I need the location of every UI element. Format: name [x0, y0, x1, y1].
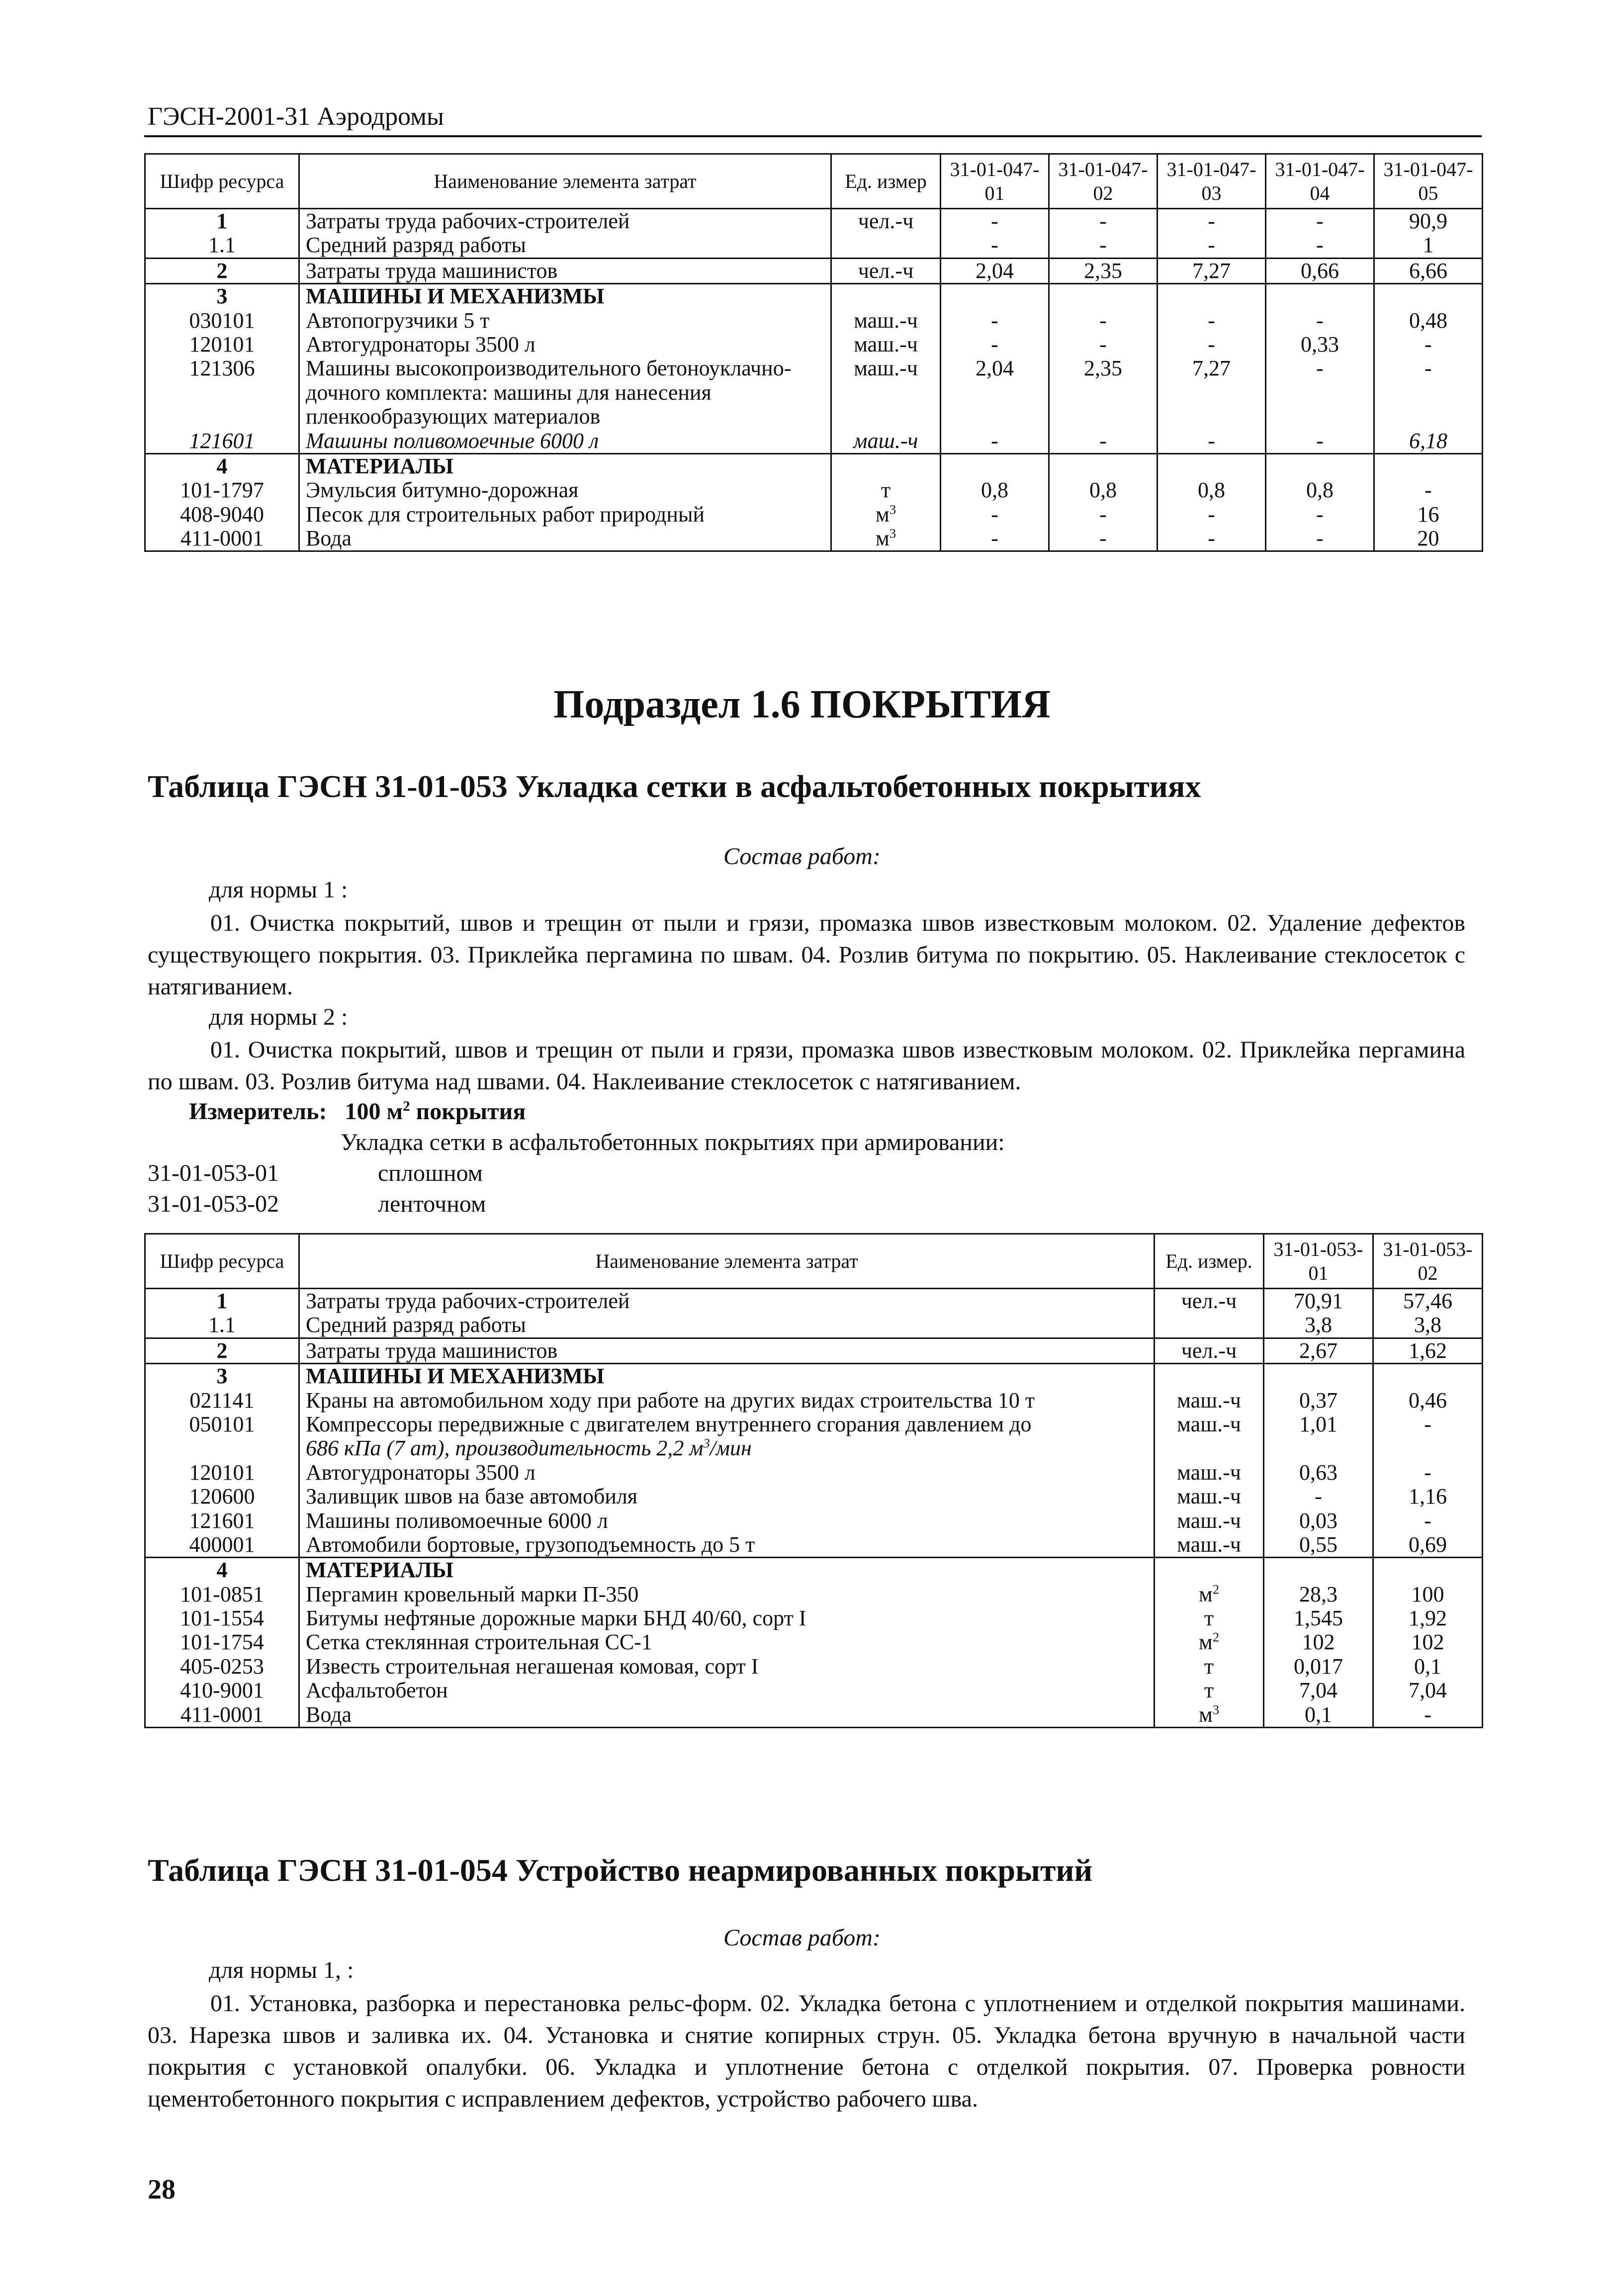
row-unit: маш.-ч — [831, 333, 941, 356]
row-code: 400001 — [145, 1533, 299, 1558]
row-unit: маш.-ч — [1155, 1533, 1264, 1558]
row-unit: чел.-ч — [1155, 1289, 1264, 1314]
row-value-3 — [1158, 453, 1266, 478]
row-name: Машины высокопроизводительного бетоноуклачно-дочного комплекта: машины для нанесения пленкообразующих материалов — [299, 356, 831, 429]
row-code: 121601 — [145, 1509, 299, 1533]
row-value-2: 57,46 — [1373, 1289, 1483, 1314]
row-unit: т — [1155, 1678, 1264, 1702]
row-code: 101-1754 — [145, 1630, 299, 1654]
row-value-2: 0,69 — [1373, 1533, 1483, 1558]
table-row — [145, 1338, 1483, 1363]
row-name: Краны на автомобильном ходу при работе на других видах строительства 10 т — [299, 1389, 1155, 1413]
row-value-4 — [1266, 453, 1374, 478]
row-unit: маш.-ч — [1155, 1413, 1264, 1461]
row-unit — [831, 453, 941, 478]
row-code: 050101 — [145, 1413, 299, 1461]
table-row — [145, 1413, 1483, 1461]
row-name: Средний разряд работы — [299, 233, 831, 258]
row-value-2 — [1049, 453, 1158, 478]
row-value-2: - — [1049, 209, 1158, 234]
table-row — [145, 1364, 1483, 1389]
row-value-2 — [1373, 1558, 1483, 1583]
table-row — [145, 1461, 1483, 1485]
row-value-1: 2,67 — [1264, 1338, 1373, 1363]
row-unit: $м^2$ — [1155, 1583, 1264, 1606]
row-name: Вода — [299, 1703, 1155, 1728]
row-value-1: - — [941, 429, 1049, 454]
row-name: Известь строительная негашеная комовая, сорт I — [299, 1655, 1155, 1678]
row-value-3 — [1158, 284, 1266, 309]
col-header-047-03: 31-01-047-03 — [1158, 154, 1266, 209]
row-value-2: - — [1049, 503, 1158, 527]
row-code: 021141 — [145, 1389, 299, 1413]
row-name: МАТЕРИАЛЫ — [299, 1558, 1155, 1583]
variant-code-2: 31-01-053-02 — [148, 1191, 279, 1217]
table-row — [145, 1289, 1483, 1314]
table-row — [145, 1558, 1483, 1583]
table-row — [145, 1313, 1483, 1338]
row-value-3: - — [1158, 527, 1266, 551]
row-value-2: - — [1049, 429, 1158, 454]
row-value-4: - — [1266, 209, 1374, 234]
row-value-1: 70,91 — [1264, 1289, 1373, 1314]
work-composition-label-054: Состав работ: — [723, 1925, 881, 1951]
col-header-047-04: 31-01-047-04 — [1266, 154, 1374, 209]
row-code: 101-1797 — [145, 478, 299, 502]
table-row — [145, 503, 1483, 527]
row-value-4: - — [1266, 356, 1374, 429]
row-unit — [1155, 1364, 1264, 1389]
row-unit: т — [831, 478, 941, 502]
row-value-2: 1,62 — [1373, 1338, 1483, 1363]
row-value-1: - — [941, 309, 1049, 333]
row-value-4: 0,66 — [1266, 258, 1374, 283]
row-value-3: 7,27 — [1158, 258, 1266, 283]
row-name: Пергамин кровельный марки П-350 — [299, 1583, 1155, 1606]
row-value-2: 0,1 — [1373, 1655, 1483, 1678]
row-unit: маш.-ч — [831, 309, 941, 333]
col-header-code: Шифр ресурса — [145, 1234, 299, 1289]
row-value-5: - — [1374, 333, 1483, 356]
row-value-3: - — [1158, 503, 1266, 527]
row-value-5: 1 — [1374, 233, 1483, 258]
row-value-4: 0,33 — [1266, 333, 1374, 356]
meter-caption: Укладка сетки в асфальтобетонных покрытиях при армировании: — [341, 1129, 1005, 1155]
row-code: 101-0851 — [145, 1583, 299, 1606]
row-name: Автогудронаторы 3500 л — [299, 1461, 1155, 1485]
row-value-5: 6,66 — [1374, 258, 1483, 283]
subsection-title: Подраздел 1.6 ПОКРЫТИЯ — [553, 683, 1051, 726]
row-value-1: - — [941, 527, 1049, 551]
running-header: ГЭСН-2001-31 Аэродромы — [148, 102, 444, 131]
row-value-2: 1,92 — [1373, 1606, 1483, 1630]
row-name: Песок для строительных работ природный — [299, 503, 831, 527]
row-value-1: 0,63 — [1264, 1461, 1373, 1485]
table-row — [145, 284, 1483, 309]
row-code: 121601 — [145, 429, 299, 454]
row-unit — [1155, 1313, 1264, 1338]
row-code: 120101 — [145, 333, 299, 356]
row-code: 1.1 — [145, 1313, 299, 1338]
row-value-1: - — [941, 333, 1049, 356]
row-value-1: 7,04 — [1264, 1678, 1373, 1702]
row-unit: $м^3$ — [831, 503, 941, 527]
row-value-5: 20 — [1374, 527, 1483, 551]
table-row — [145, 453, 1483, 478]
row-name: Вода — [299, 527, 831, 551]
variant-code-1: 31-01-053-01 — [148, 1160, 279, 1186]
table-row — [145, 258, 1483, 283]
row-value-4 — [1266, 284, 1374, 309]
row-value-1: 0,017 — [1264, 1655, 1373, 1678]
row-code: 120101 — [145, 1461, 299, 1485]
row-name: Сетка стеклянная строительная СС-1 — [299, 1630, 1155, 1654]
norm2-text: 01. Очистка покрытий, швов и трещин от пыли и грязи, промазка швов известковым молоком. 02. Приклейка пергамина по швам. 03. Розлив битума над швами. 04. Наклеивание стеклосеток с натягиванием. — [148, 1037, 1465, 1095]
row-value-2: - — [1373, 1703, 1483, 1728]
col-header-code: Шифр ресурса — [145, 154, 299, 209]
row-name: МАШИНЫ И МЕХАНИЗМЫ — [299, 284, 831, 309]
row-code: 121306 — [145, 356, 299, 429]
norm2-label: для нормы 2 : — [209, 1004, 348, 1030]
row-value-1: 0,37 — [1264, 1389, 1373, 1413]
table-row — [145, 309, 1483, 333]
row-unit — [831, 233, 941, 258]
row-value-1 — [1264, 1558, 1373, 1583]
row-value-5 — [1374, 453, 1483, 478]
table-054-title: Таблица ГЭСН 31-01-054 Устройство неармированных покрытий — [148, 1853, 1093, 1888]
row-value-1 — [941, 453, 1049, 478]
table-row — [145, 1583, 1483, 1606]
row-value-1: 2,04 — [941, 356, 1049, 429]
row-name: Автомобили бортовые, грузоподъемность до 5 т — [299, 1533, 1155, 1558]
row-value-1: - — [941, 503, 1049, 527]
col-header-053-02: 31-01-053-02 — [1373, 1234, 1483, 1289]
row-name: МАШИНЫ И МЕХАНИЗМЫ — [299, 1364, 1155, 1389]
row-value-5 — [1374, 284, 1483, 309]
row-value-2: - — [1373, 1461, 1483, 1485]
variant-label-1: сплошном — [378, 1160, 483, 1186]
row-name: Затраты труда машинистов — [299, 258, 831, 283]
row-value-4: - — [1266, 309, 1374, 333]
row-value-1 — [1264, 1364, 1373, 1389]
row-value-2: 7,04 — [1373, 1678, 1483, 1702]
row-value-2: - — [1049, 527, 1158, 551]
row-value-3: - — [1158, 429, 1266, 454]
row-value-1: 102 — [1264, 1630, 1373, 1654]
col-header-047-01: 31-01-047-01 — [941, 154, 1049, 209]
row-value-2: - — [1373, 1413, 1483, 1461]
header-rule — [144, 135, 1482, 137]
row-name: Автопогрузчики 5 т — [299, 309, 831, 333]
row-name: Асфальтобетон — [299, 1678, 1155, 1702]
table-31-01-053 — [144, 1233, 1483, 1728]
row-code: 101-1554 — [145, 1606, 299, 1630]
row-name: Машины поливомоечные 6000 л — [299, 429, 831, 454]
row-value-2 — [1373, 1364, 1483, 1389]
row-name: МАТЕРИАЛЫ — [299, 453, 831, 478]
row-unit: чел.-ч — [831, 209, 941, 234]
row-unit: маш.-ч — [831, 429, 941, 454]
row-value-2: 1,16 — [1373, 1485, 1483, 1508]
table-row — [145, 1630, 1483, 1654]
table-row — [145, 1703, 1483, 1728]
row-name: Затраты труда рабочих-строителей — [299, 209, 831, 234]
row-value-2: 102 — [1373, 1630, 1483, 1654]
row-value-1: 0,55 — [1264, 1533, 1373, 1558]
row-name: Средний разряд работы — [299, 1313, 1155, 1338]
row-value-1: 1,01 — [1264, 1413, 1373, 1461]
row-value-1: 28,3 — [1264, 1583, 1373, 1606]
norm1-label: для нормы 1 : — [209, 877, 348, 903]
row-value-5: 16 — [1374, 503, 1483, 527]
table-row — [145, 1509, 1483, 1533]
row-name: Компрессоры передвижные с двигателем внутреннего сгорания давлением до 686 кПа (7 ат), производительность 2,2 $м^3$/мин — [299, 1413, 1155, 1461]
table-row — [145, 333, 1483, 356]
row-code: 030101 — [145, 309, 299, 333]
row-unit — [1155, 1558, 1264, 1583]
row-code: 1.1 — [145, 233, 299, 258]
row-unit: т — [1155, 1606, 1264, 1630]
row-code: 411-0001 — [145, 1703, 299, 1728]
row-value-2: 3,8 — [1373, 1313, 1483, 1338]
row-unit: $м^2$ — [1155, 1630, 1264, 1654]
row-value-3: - — [1158, 333, 1266, 356]
row-unit — [831, 284, 941, 309]
row-value-1: 0,8 — [941, 478, 1049, 502]
row-code: 120600 — [145, 1485, 299, 1508]
row-value-1: - — [1264, 1485, 1373, 1508]
row-value-4: - — [1266, 233, 1374, 258]
col-header-name: Наименование элемента затрат — [299, 1234, 1155, 1289]
row-code: 3 — [145, 284, 299, 309]
row-code: 405-0253 — [145, 1655, 299, 1678]
row-code: 4 — [145, 1558, 299, 1583]
meter-sup: 2 — [403, 1098, 410, 1114]
row-value-2 — [1049, 284, 1158, 309]
col-header-047-05: 31-01-047-05 — [1374, 154, 1483, 209]
row-value-2: 2,35 — [1049, 356, 1158, 429]
row-value-5: 90,9 — [1374, 209, 1483, 234]
col-header-unit: Ед. измер. — [1155, 1234, 1264, 1289]
row-value-5: - — [1374, 478, 1483, 502]
row-name: Битумы нефтяные дорожные марки БНД 40/60, сорт I — [299, 1606, 1155, 1630]
row-unit: чел.-ч — [831, 258, 941, 283]
row-unit: маш.-ч — [1155, 1485, 1264, 1508]
row-unit: чел.-ч — [1155, 1338, 1264, 1363]
row-value-4: - — [1266, 527, 1374, 551]
meter-line — [189, 1098, 526, 1125]
row-code: 1 — [145, 1289, 299, 1314]
row-value-3: - — [1158, 309, 1266, 333]
row-value-4: 0,8 — [1266, 478, 1374, 502]
row-unit: $м^3$ — [831, 527, 941, 551]
row-value-1: - — [941, 209, 1049, 234]
table-31-01-047 — [144, 153, 1483, 552]
row-value-2: - — [1373, 1509, 1483, 1533]
row-unit: т — [1155, 1655, 1264, 1678]
table-row — [145, 356, 1483, 429]
table-row — [145, 1389, 1483, 1413]
col-header-name: Наименование элемента затрат — [299, 154, 831, 209]
row-value-5: - — [1374, 356, 1483, 429]
row-value-2: - — [1049, 309, 1158, 333]
row-value-3: 0,8 — [1158, 478, 1266, 502]
row-value-5: 0,48 — [1374, 309, 1483, 333]
row-code: 1 — [145, 209, 299, 234]
table-row — [145, 1533, 1483, 1558]
row-value-2: 0,46 — [1373, 1389, 1483, 1413]
row-name: Заливщик швов на базе автомобиля — [299, 1485, 1155, 1508]
norm1-text: 01. Очистка покрытий, швов и трещин от пыли и грязи, промазка швов известковым молоком. 02. Удаление дефектов существующего покрытия. 03. Приклейка пергамина по швам. 04. Розлив битума по покрытию. 05. Наклеивание стеклосеток с натягиванием. — [148, 910, 1465, 1000]
row-code: 408-9040 — [145, 503, 299, 527]
row-value-4: - — [1266, 429, 1374, 454]
table-row — [145, 209, 1483, 234]
page-number: 28 — [148, 2174, 176, 2205]
row-value-3: - — [1158, 233, 1266, 258]
row-value-1: 3,8 — [1264, 1313, 1373, 1338]
row-name: Затраты труда рабочих-строителей — [299, 1289, 1155, 1314]
meter-label: Измеритель: — [189, 1098, 327, 1125]
row-code: 410-9001 — [145, 1678, 299, 1702]
table-053-title: Таблица ГЭСН 31-01-053 Укладка сетки в асфальтобетонных покрытиях — [148, 769, 1201, 804]
table-row — [145, 1678, 1483, 1702]
row-value-1 — [941, 284, 1049, 309]
row-code: 411-0001 — [145, 527, 299, 551]
row-unit: $м^3$ — [1155, 1703, 1264, 1728]
row-value-1: 2,04 — [941, 258, 1049, 283]
row-unit: маш.-ч — [1155, 1509, 1264, 1533]
norm1-label-054: для нормы 1, : — [209, 1957, 354, 1983]
row-name: Автогудронаторы 3500 л — [299, 333, 831, 356]
variant-label-2: ленточном — [378, 1191, 486, 1217]
row-code: 3 — [145, 1364, 299, 1389]
col-header-047-02: 31-01-047-02 — [1049, 154, 1158, 209]
row-value-1: - — [941, 233, 1049, 258]
row-code: 2 — [145, 258, 299, 283]
row-value-1: 0,1 — [1264, 1703, 1373, 1728]
row-value-4: - — [1266, 503, 1374, 527]
row-name: Затраты труда машинистов — [299, 1338, 1155, 1363]
row-value-2: 100 — [1373, 1583, 1483, 1606]
row-value-2: - — [1049, 333, 1158, 356]
row-code: 2 — [145, 1338, 299, 1363]
row-value-3: 7,27 — [1158, 356, 1266, 429]
meter-value: 100 м — [345, 1098, 403, 1125]
col-header-053-01: 31-01-053-01 — [1264, 1234, 1373, 1289]
table-row — [145, 1655, 1483, 1678]
norm1-text-054: 01. Установка, разборка и перестановка рельс-форм. 02. Укладка бетона с уплотнением и отделкой покрытия машинами. 03. Нарезка швов и заливка их. 04. Установка и снятие копирных струн. 05. Укладка бетона вручную в начальной части покрытия с установкой опалубки. 06. Укладка и уплотнение бетона с отделкой покрытия. 07. Проверка ровности цементобетонного покрытия с исправлением дефектов, устройство рабочего шва. — [148, 1990, 1465, 2112]
table-row — [145, 527, 1483, 551]
row-value-1: 1,545 — [1264, 1606, 1373, 1630]
row-value-3: - — [1158, 209, 1266, 234]
row-name: Эмульсия битумно-дорожная — [299, 478, 831, 502]
table-row — [145, 478, 1483, 502]
table-row — [145, 1485, 1483, 1508]
row-unit: маш.-ч — [1155, 1461, 1264, 1485]
row-value-5: 6,18 — [1374, 429, 1483, 454]
col-header-unit: Ед. измер — [831, 154, 941, 209]
table-row — [145, 429, 1483, 454]
row-value-2: 2,35 — [1049, 258, 1158, 283]
row-value-2: 0,8 — [1049, 478, 1158, 502]
row-code: 4 — [145, 453, 299, 478]
row-unit: маш.-ч — [1155, 1389, 1264, 1413]
row-value-1: 0,03 — [1264, 1509, 1373, 1533]
row-value-2: - — [1049, 233, 1158, 258]
table-row — [145, 233, 1483, 258]
work-composition-label: Состав работ: — [723, 843, 881, 870]
row-name: Машины поливомоечные 6000 л — [299, 1509, 1155, 1533]
meter-suffix: покрытия — [416, 1098, 526, 1125]
table-row — [145, 1606, 1483, 1630]
row-unit: маш.-ч — [831, 356, 941, 429]
